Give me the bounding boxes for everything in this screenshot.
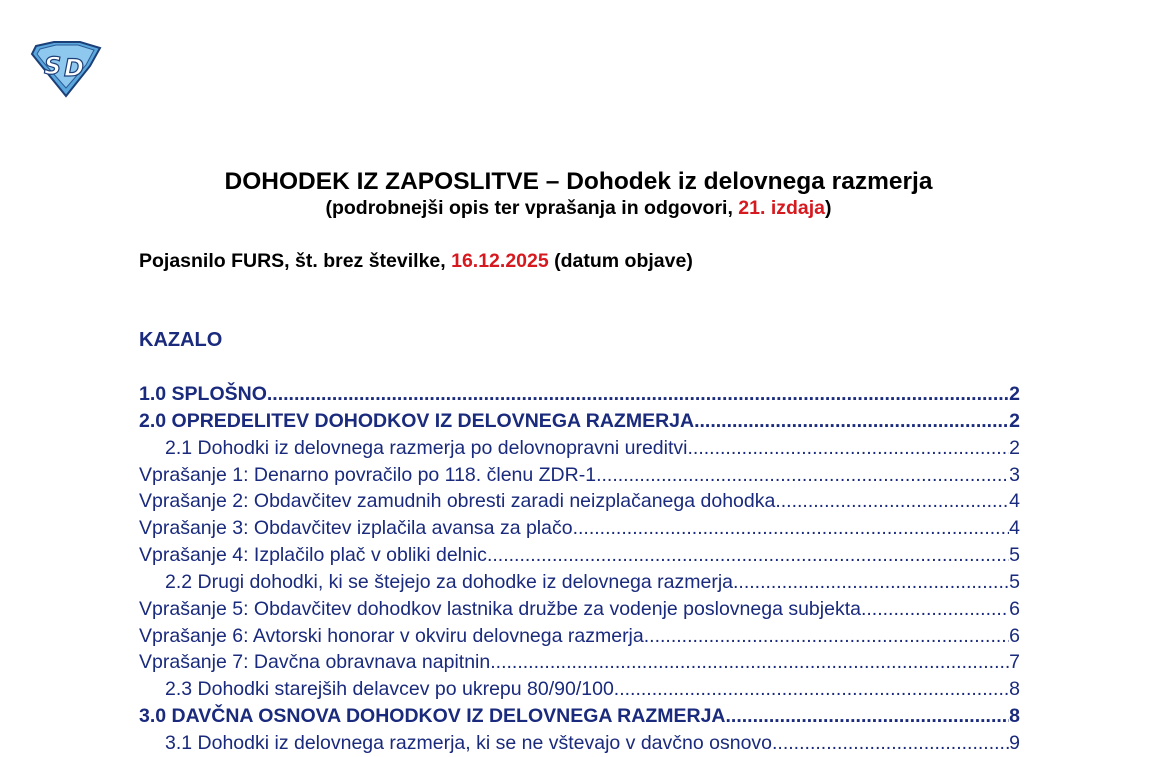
toc-leader-dots — [772, 730, 1009, 757]
toc-leader-dots — [487, 542, 1009, 569]
toc-page-number[interactable]: 8 — [1009, 705, 1020, 728]
toc-entry[interactable] — [139, 542, 1020, 569]
toc-entry-title[interactable]: Vprašanje 3: Obdavčitev izplačila avansa za plačo — [139, 517, 573, 540]
toc-entry-title[interactable]: 2.2 Drugi dohodki, ki se štejejo za dohodke iz delovnega razmerja — [165, 570, 733, 593]
toc-page-number[interactable]: 8 — [1009, 678, 1020, 701]
toc-page-number[interactable]: 2 — [1009, 409, 1020, 432]
toc-page-number[interactable]: 7 — [1009, 651, 1020, 674]
table-of-contents — [139, 381, 1020, 757]
toc-page-number[interactable]: 2 — [1009, 383, 1020, 405]
toc-entry-title[interactable]: Vprašanje 4: Izplačilo plač v obliki delnic — [139, 544, 487, 567]
toc-leader-dots — [644, 623, 1009, 650]
toc-leader-dots — [733, 569, 1009, 596]
toc-entry[interactable] — [139, 488, 1020, 515]
toc-entry-title[interactable]: 2.3 Dohodki starejših delavcev po ukrepu 80/90/100 — [165, 678, 614, 701]
toc-leader-dots — [596, 462, 1009, 489]
toc-page-number[interactable]: 5 — [1009, 570, 1020, 593]
toc-entry-title[interactable]: Vprašanje 2: Obdavčitev zamudnih obresti zaradi neizplačanega dohodka — [139, 490, 776, 513]
toc-page-number[interactable]: 2 — [1009, 436, 1020, 459]
toc-leader-dots — [775, 488, 1009, 515]
toc-entry-title[interactable]: Vprašanje 1: Denarno povračilo po 118. členu ZDR-1 — [139, 463, 597, 486]
document-title: DOHODEK IZ ZAPOSLITVE – Dohodek iz delovnega razmerja — [224, 168, 933, 195]
svg-text:D: D — [64, 54, 84, 82]
toc-leader-dots — [726, 703, 1010, 730]
toc-entry-title[interactable]: 1.0 SPLOŠNO — [139, 383, 267, 405]
toc-heading: KAZALO — [139, 329, 223, 351]
document-subtitle — [0, 196, 1157, 220]
toc-entry-title[interactable]: 2.0 OPREDELITEV DOHODKOV IZ DELOVNEGA RAZMERJA — [139, 409, 695, 432]
edition-label: 21. izdaja — [738, 197, 826, 219]
toc-page-number[interactable]: 3 — [1009, 463, 1020, 486]
toc-leader-dots — [694, 408, 1009, 435]
explanation-text: Pojasnilo FURS, št. brez številke, — [139, 250, 452, 272]
document-header — [0, 167, 1157, 220]
toc-entry-title[interactable]: 2.1 Dohodki iz delovnega razmerja po delovnopravni ureditvi — [165, 436, 688, 459]
toc-entry[interactable] — [139, 462, 1020, 489]
toc-leader-dots — [614, 676, 1009, 703]
toc-entry[interactable] — [139, 623, 1020, 650]
toc-page-number[interactable]: 4 — [1009, 490, 1020, 513]
explanation-suffix: (datum objave) — [548, 250, 693, 272]
toc-page-number[interactable]: 9 — [1009, 731, 1020, 754]
subtitle-close: ) — [825, 197, 832, 219]
toc-entry-title[interactable]: 3.1 Dohodki iz delovnega razmerja, ki se ne vštevajo v davčno osnovo — [165, 731, 773, 754]
toc-entry-title[interactable]: Vprašanje 6: Avtorski honorar v okviru delovnega razmerja — [139, 624, 644, 647]
toc-leader-dots — [687, 435, 1009, 462]
toc-leader-dots — [861, 596, 1009, 623]
toc-entry[interactable] — [139, 435, 1020, 462]
toc-page-number[interactable]: 4 — [1009, 517, 1020, 540]
toc-page-number[interactable]: 5 — [1009, 544, 1020, 567]
toc-entry[interactable] — [139, 515, 1020, 542]
toc-entry[interactable] — [139, 569, 1020, 596]
toc-entry-title[interactable]: Vprašanje 5: Obdavčitev dohodkov lastnika družbe za vodenje poslovnega subjekta — [139, 597, 861, 620]
toc-leader-dots — [267, 381, 1009, 408]
toc-entry[interactable] — [139, 596, 1020, 623]
toc-page-number[interactable]: 6 — [1009, 624, 1020, 647]
svg-text:S: S — [44, 52, 62, 80]
toc-entry-title[interactable]: Vprašanje 7: Davčna obravnava napitnin — [139, 651, 491, 674]
sd-logo-icon — [30, 40, 104, 100]
toc-entry[interactable] — [139, 649, 1020, 676]
publication-date: 16.12.2025 — [451, 250, 549, 272]
toc-entry[interactable] — [139, 703, 1020, 730]
toc-leader-dots — [490, 649, 1009, 676]
toc-entry-title[interactable]: 3.0 DAVČNA OSNOVA DOHODKOV IZ DELOVNEGA RAZMERJA — [139, 705, 726, 728]
toc-page-number[interactable]: 6 — [1009, 597, 1020, 620]
subtitle-text: (podrobnejši opis ter vprašanja in odgovori, — [325, 197, 739, 219]
toc-entry[interactable] — [139, 676, 1020, 703]
toc-leader-dots — [573, 515, 1010, 542]
toc-entry[interactable] — [139, 730, 1020, 757]
toc-entry[interactable] — [139, 381, 1020, 408]
furs-explanation-line — [139, 250, 693, 273]
toc-entry[interactable] — [139, 408, 1020, 435]
